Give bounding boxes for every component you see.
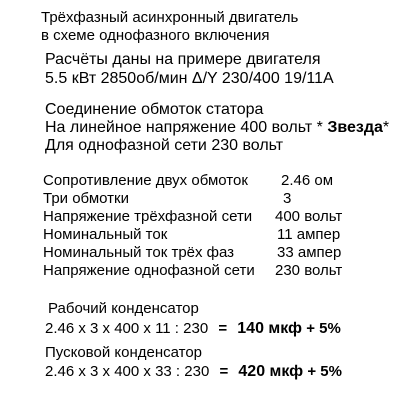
param-value: 230 вольт — [275, 262, 343, 279]
param-value: 400 вольт — [275, 208, 343, 225]
param-label: Номинальный ток — [43, 226, 168, 243]
formula-text: 2.46 x 3 x 400 x 11 : 230 — [45, 320, 209, 337]
example-intro: Расчёты даны на примере двигателя — [45, 51, 321, 68]
single-phase-line: Для однофазной сети 230 вольт — [45, 137, 284, 154]
param-label: Сопротивление двух обмоток — [43, 172, 248, 189]
title-line-1: Трёхфазный асинхронный двигатель — [41, 9, 299, 26]
param-label: Напряжение трёхфазной сети — [43, 208, 253, 225]
capacitance-result: 140 мкф — [237, 320, 303, 337]
param-label: Напряжение однофазной сети — [43, 262, 255, 279]
star-marker-close: * — [382, 119, 390, 136]
param-value: 33 ампер — [277, 244, 342, 261]
title-line-2: в схеме однофазного включения — [41, 27, 270, 44]
tolerance-text: + 5% — [306, 320, 341, 337]
working-capacitor-title: Рабочий конденсатор — [48, 300, 199, 317]
motor-rating: 5.5 кВт 2850об/мин Δ/Y 230/400 19/11А — [45, 70, 334, 87]
param-value: 2.46 ом — [281, 172, 334, 189]
param-value: 3 — [283, 190, 292, 207]
formula-text: 2.46 x 3 x 400 x 33 : 230 — [45, 363, 210, 380]
starting-capacitor-title: Пусковой конденсатор — [45, 344, 203, 361]
parameters-table — [43, 172, 400, 282]
star-word: Звезда — [327, 119, 383, 136]
param-label: Три обмотки — [43, 190, 129, 207]
equals-sign: = — [219, 363, 229, 380]
working-capacitor-formula — [45, 320, 341, 338]
star-connection-line — [45, 119, 389, 137]
starting-capacitor-formula — [45, 363, 342, 381]
tolerance-text: + 5% — [307, 363, 342, 380]
param-value: 11 ампер — [277, 226, 341, 243]
connection-heading: Соединение обмоток статора — [45, 101, 264, 118]
capacitance-result: 420 мкф — [238, 363, 304, 380]
equals-sign: = — [218, 320, 228, 337]
param-label: Номинальный ток трёх фаз — [43, 244, 235, 261]
star-marker-open: * — [312, 119, 328, 136]
line-voltage-text: На линейное напряжение 400 вольт — [45, 119, 313, 136]
